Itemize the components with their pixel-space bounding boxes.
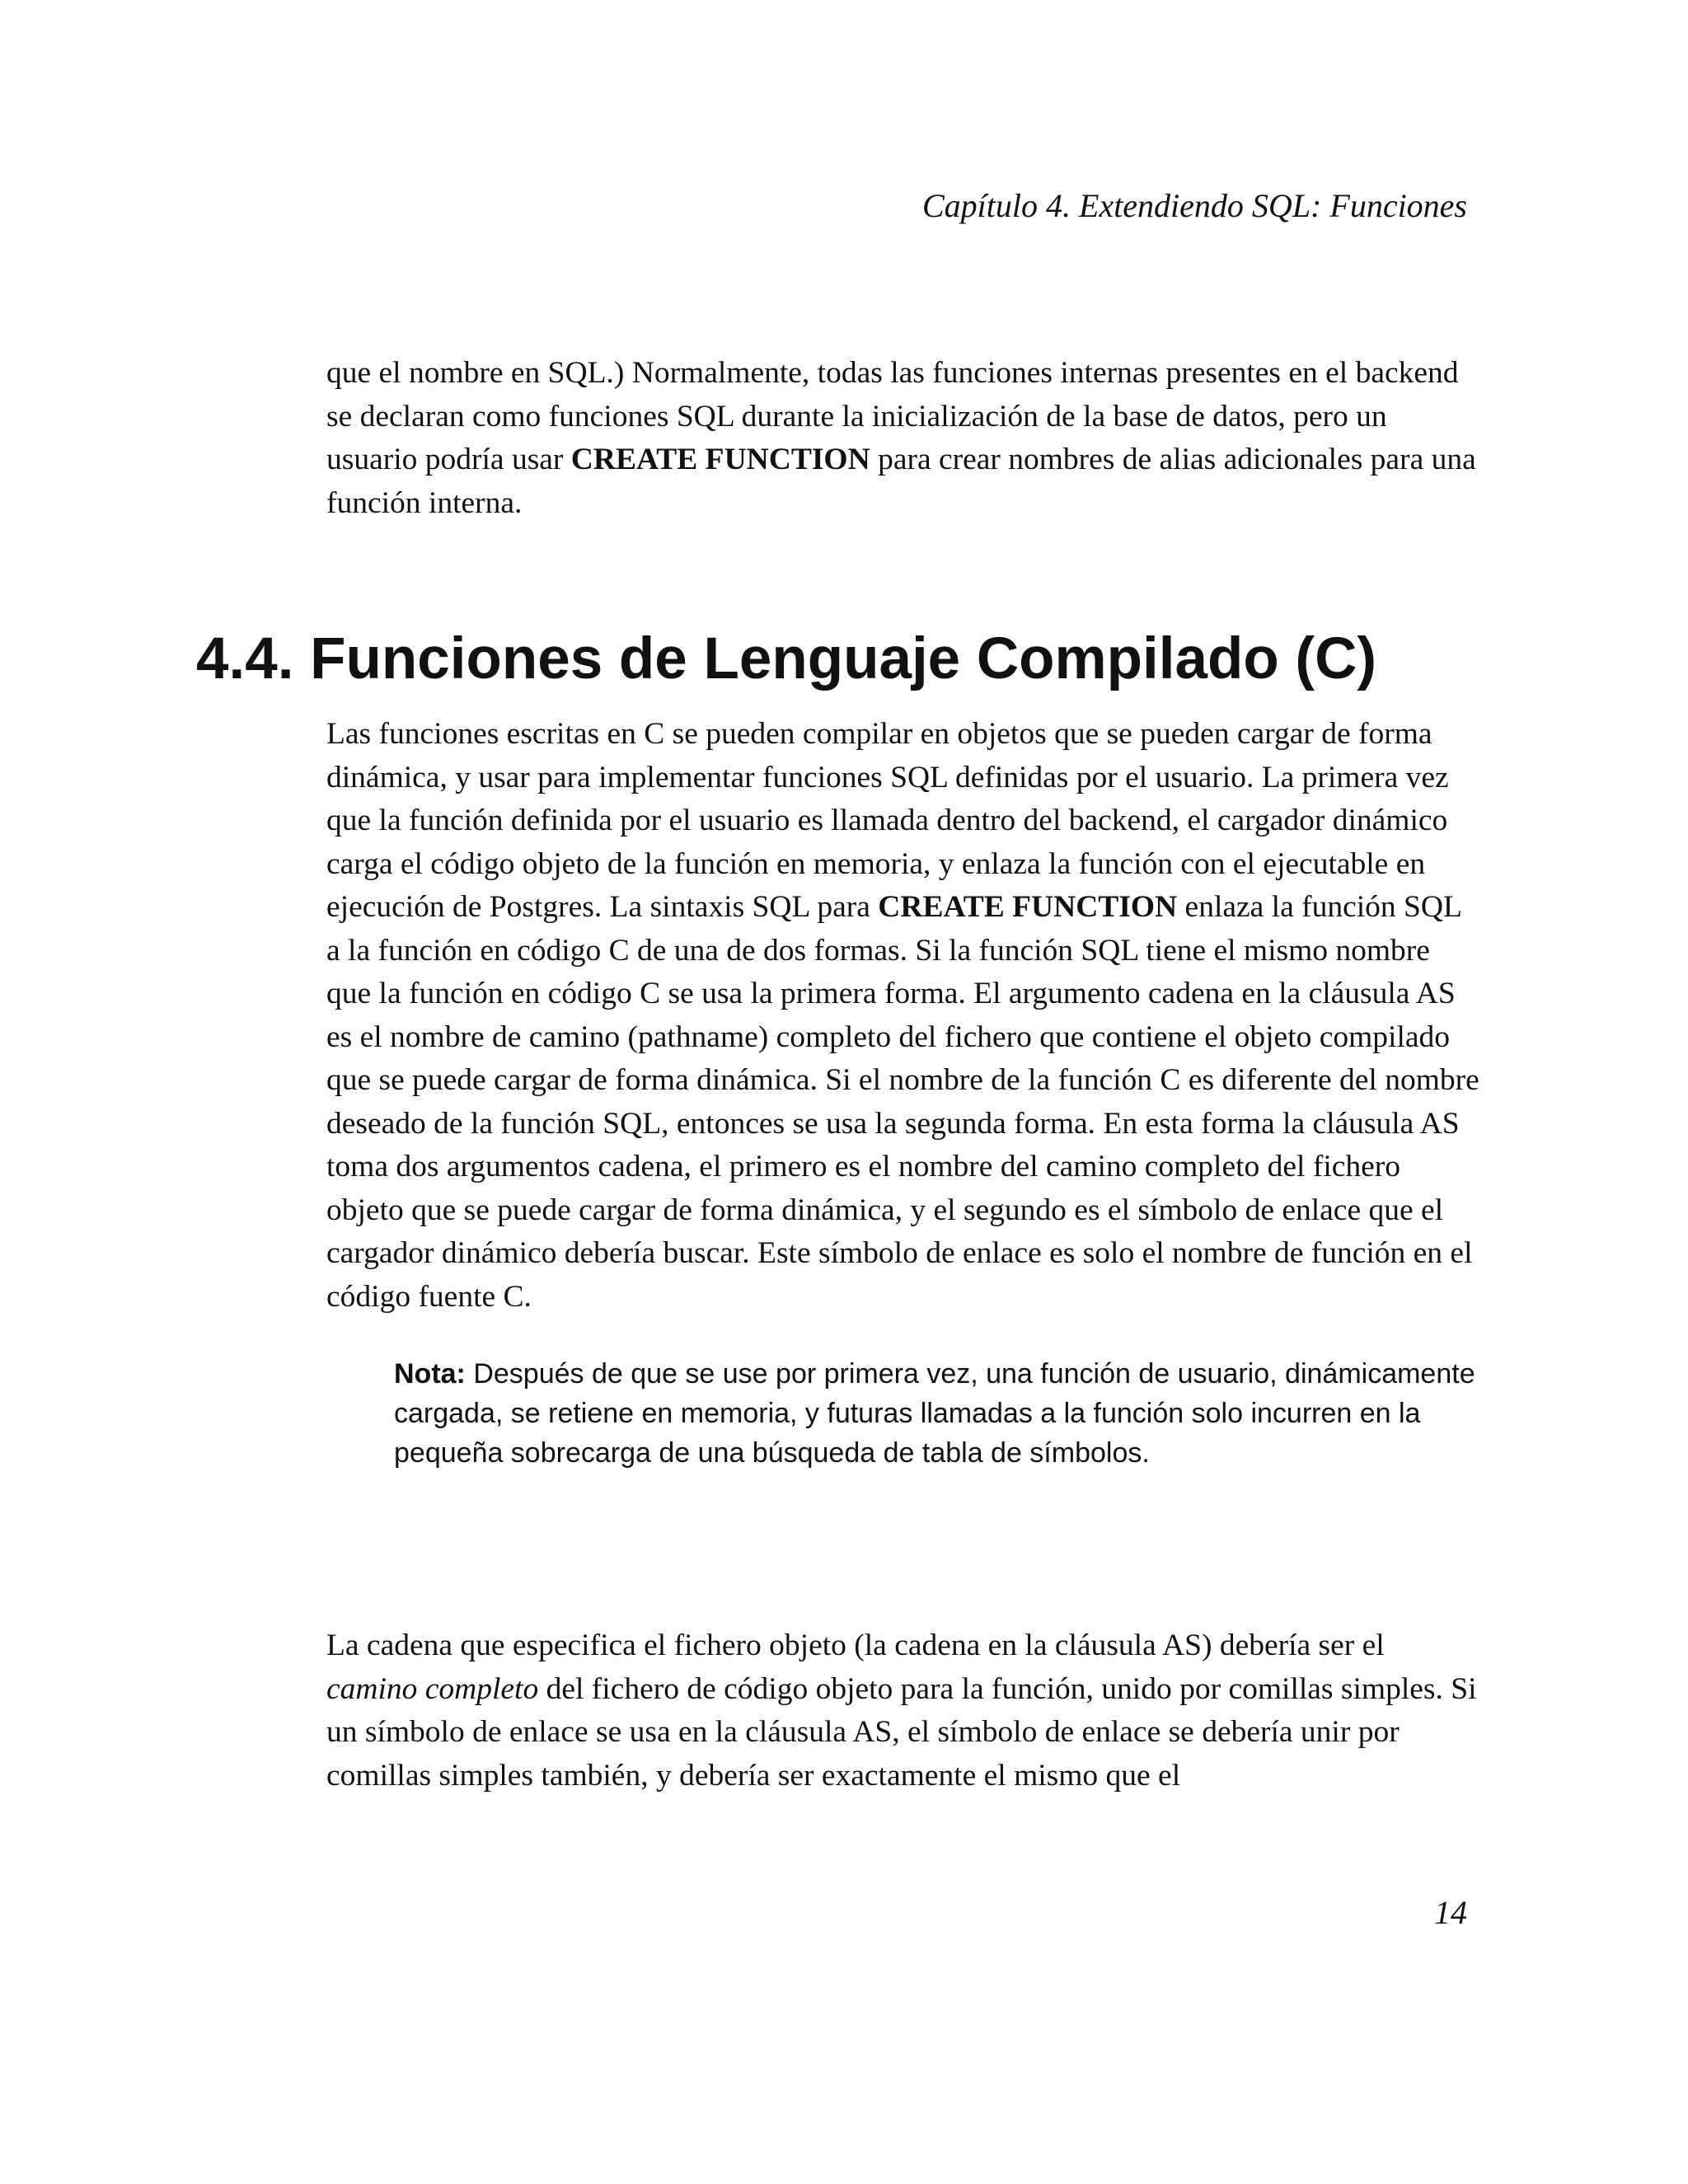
running-header: Capítulo 4. Extendiendo SQL: Funciones bbox=[921, 187, 1467, 224]
body-text-2: enlaza la función SQL a la función en código C de una de dos formas. Si la función SQL tiene el mismo nombre que la función en código C se usa la primera forma. El argumento cadena en la cláusula AS es el nombre de camino (pathname) completo del fichero que contiene el objeto compilado que se puede cargar de forma dinámica. Si el nombre de la función C es diferente del nombre deseado de la función SQL, entonces se usa la segunda forma. En esta forma la cláusula AS toma dos argumentos cadena, el primero es el nombre del camino completo del fichero objeto que se puede cargar de forma dinámica, y el segundo es el símbolo de enlace que el cargador dinámico debería buscar. Este símbolo de enlace es solo el nombre de función en el código fuente C. bbox=[326, 890, 1479, 1314]
body-text-1: Las funciones escritas en C se pueden compilar en objetos que se pueden cargar de forma dinámica, y usar para implementar funciones SQL definidas por el usuario. La primera vez que la función definida por el usuario es llamada dentro del backend, el cargador dinámico carga el código objeto de la función en memoria, y enlaza la función con el ejecutable en ejecución de Postgres. La sintaxis SQL para bbox=[326, 717, 1449, 924]
note-label: Nota: bbox=[394, 1358, 466, 1390]
closing-text-2: del fichero de código objeto para la función, unido por comillas simples. Si un símbolo de enlace se usa en la cláusula AS, el símbolo de enlace se debería unir por comillas simples también, y debería ser exactamente el mismo que el bbox=[326, 1671, 1477, 1793]
closing-text-1: La cadena que especifica el fichero objeto (la cadena en la cláusula AS) debería ser el bbox=[326, 1629, 1385, 1662]
intro-text-2: para crear nombres de alias adicionales para una función interna. bbox=[326, 443, 1476, 520]
intro-text-1: que el nombre en SQL.) Normalmente, todas las funciones internas presentes en el backend se declaran como funciones SQL durante la inicialización de la base de datos, pero un usuario podría usar bbox=[326, 356, 1459, 476]
intro-keyword-create-function: CREATE FUNCTION bbox=[570, 443, 870, 476]
closing-emphasis: camino completo bbox=[326, 1671, 539, 1706]
section-title: 4.4. Funciones de Lenguaje Compilado (C) bbox=[196, 626, 1376, 691]
note-text: Después de que se use por primera vez, una función de usuario, dinámicamente cargada, se retiene en memoria, y futuras llamadas a la función solo incurren en la pequeña sobrecarga de una búsqueda de tabla de símbolos. bbox=[394, 1358, 1475, 1469]
closing-paragraph bbox=[326, 1624, 1480, 1797]
page-number: 14 bbox=[1434, 1894, 1467, 1931]
intro-paragraph bbox=[326, 352, 1480, 525]
body-paragraph bbox=[326, 713, 1480, 1319]
note-block bbox=[394, 1354, 1490, 1473]
body-keyword-create-function: CREATE FUNCTION bbox=[878, 890, 1178, 924]
